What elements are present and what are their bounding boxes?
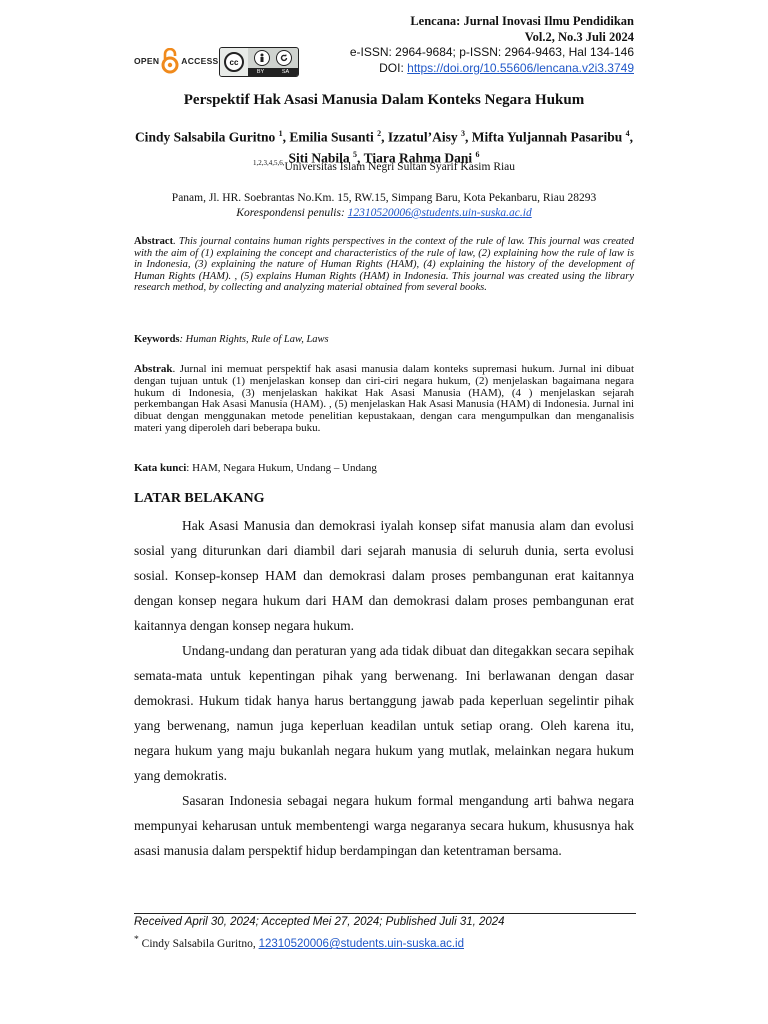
- doi-label: DOI:: [379, 60, 408, 75]
- journal-name: Lencana: Jurnal Inovasi Ilmu Pendidikan: [410, 14, 634, 28]
- author-name: Emilia Susanti: [289, 129, 374, 145]
- correspondence-email-link[interactable]: 12310520006@students.uin-suska.ac.id: [347, 207, 532, 219]
- abstract-label: Abstract: [134, 236, 174, 247]
- abstrak-text: . Jurnal ini memuat perspektif hak asasi manusia dalam konteks supremasi hukum. Jurnal ini dibuat dengan tujuan untuk (1) menjelaskan konsep dan ciri-ciri negara hukum, (2) menjelaskan bagaimana negara hukum di Indonesia, (3) menjelaskan hakikat Hak Asasi Manusia (HAM), (4 ) menjelaskan sejarah perkembangan Hak Asasi Manusia (HAM). , (5) menjelaskan Hak Asasi Manusia (HAM) di Indonesia. Jurnal ini dibuat dengan menggunakan metode penelitian kepustakaan, dengan cara mengumpulkan dan menganalisis materi yang diperoleh dari beberapa buku.: [134, 363, 634, 434]
- footnote-email-link[interactable]: 12310520006@students.uin-suska.ac.id: [258, 937, 464, 950]
- section-heading: LATAR BELAKANG: [134, 491, 265, 506]
- received-dates: Received April 30, 2024; Accepted Mei 27, 2024; Published Juli 31, 2024: [134, 916, 505, 928]
- license-by-label: BY: [256, 69, 265, 75]
- abstract-english: [134, 236, 634, 294]
- body-paragraph: Hak Asasi Manusia dan demokrasi iyalah konsep sifat manusia alam dan evolusi sosial yang diturunkan dari diambil dari sejarah manusia di seluruh dunia, serta evolusi sosial. Konsep-konsep HAM dan demokrasi dalam proses pembangunan erat kaitannya dengan konsep negara hukum dari HAM dan demokrasi dalam proses pembangunan erat kaitannya dengan konsep negara hukum.: [134, 518, 634, 633]
- author-name: Siti Nabila: [288, 150, 350, 165]
- author-name: Izzatul’Aisy: [387, 129, 458, 145]
- correspondence-label: Korespondensi penulis:: [236, 207, 348, 219]
- affiliation-marks: 1,2,3,4,5,6,: [252, 159, 285, 167]
- journal-volume: Vol.2, No.3 Juli 2024: [524, 29, 634, 44]
- cc-license-badge[interactable]: [219, 47, 299, 77]
- abstract-text: . This journal contains human rights perspectives in the context of the rule of law. This journal was created with the aim of (1) explaining the concept and characteristics of the rule of law, (2) explaining how the rule of law is in Indonesia, (3) explaining the nature of Human Rights (HAM), (4) explaining the history of the development of Human Rights (HAM). , (5) explains Human Rights (HAM) in Indonesia. This journal was created using the library research method, by collecting and analyzing material obtained from several books.: [134, 236, 634, 294]
- share-alike-icon: [276, 50, 292, 66]
- license-sa-label: SA: [281, 69, 290, 75]
- open-access-text-left: OPEN: [134, 56, 160, 66]
- journal-info: [350, 14, 634, 76]
- abstrak-label: Abstrak: [134, 363, 173, 375]
- footnote: [134, 934, 464, 950]
- open-access-lock-icon: [161, 48, 179, 74]
- abstract-indonesian: [134, 364, 634, 435]
- author-name: Cindy Salsabila Guritno: [134, 129, 276, 145]
- author-address: [134, 191, 634, 221]
- paper-title: Perspektif Hak Asasi Manusia Dalam Konteks Negara Hukum: [183, 92, 585, 108]
- cc-icon: cc: [224, 52, 244, 72]
- footnote-mark: *: [134, 934, 139, 945]
- keywords-indonesian: [134, 462, 634, 474]
- author-list: Cindy Salsabila Guritno $^1$, Emilia Susanti $^2$, Izzatul’Aisy $^3$, Mifta Yuljannah Pasaribu $^4$, Siti Nabila $^5$, Tiara Rahma Dani $^6$: [134, 129, 634, 165]
- journal-issn: e-ISSN: 2964-9684; p-ISSN: 2964-9463, Hal 134-146: [349, 45, 634, 59]
- body-paragraph: Sasaran Indonesia sebagai negara hukum formal mengandung arti bahwa negara mempunyai keharusan untuk membentengi warga negaranya secara hukum, khususnya hak asasi manusia dalam perspektif hidup berdampingan dan ketentraman bersama.: [134, 793, 634, 858]
- correspondence-line: [134, 206, 634, 221]
- affiliation-name: Universitas Islam Negri Sultan Syarif Kasim Riau: [284, 160, 516, 173]
- body-text: [134, 513, 634, 863]
- open-access-logo: [134, 47, 219, 75]
- body-paragraph: Undang-undang dan peraturan yang ada tidak dibuat dan ditegakkan secara sepihak semata-mata untuk kepentingan pihak yang berwenang. Ini berlawanan dengan dasar demokrasi. Hukum tidak hanya harus bertanggung jawab pada keperluan segelintir pihak yang berwenang, namun juga keperluan keadilan untuk setiap orang. Oleh karena itu, negara hukum yang maju bukanlah negara hukum yang mutlak, melainkan negara hukum yang demokratis.: [134, 643, 634, 783]
- keywords-text: : Human Rights, Rule of Law, Laws: [179, 334, 329, 345]
- journal-doi: [350, 61, 634, 77]
- affiliation: [134, 159, 634, 173]
- footer-divider: [134, 913, 636, 914]
- keywords-label: Keywords: [134, 334, 180, 345]
- attribution-person-icon: [254, 50, 270, 66]
- author-name: Mifta Yuljannah Pasaribu: [471, 129, 623, 145]
- doi-link[interactable]: https://doi.org/10.55606/lencana.v2i3.3749: [407, 60, 634, 75]
- footnote-name: Cindy Salsabila Guritno,: [138, 937, 259, 950]
- kata-kunci-text: : HAM, Negara Hukum, Undang – Undang: [186, 462, 377, 474]
- address-line: Panam, Jl. HR. Soebrantas No.Km. 15, RW.15, Simpang Baru, Kota Pekanbaru, Riau 28293: [171, 192, 597, 204]
- kata-kunci-label: Kata kunci: [134, 462, 187, 474]
- keywords-english: [134, 334, 634, 345]
- author-name: Tiara Rahma Dani: [363, 150, 473, 165]
- open-access-text-right: ACCESS: [181, 56, 219, 66]
